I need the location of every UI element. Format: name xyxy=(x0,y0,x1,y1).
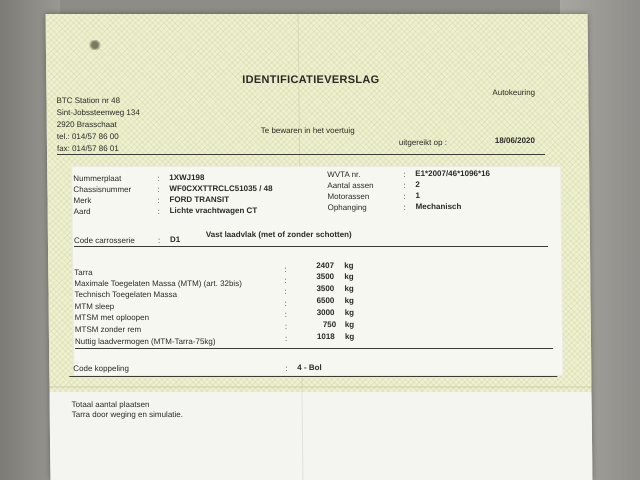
station-name: BTC Station nr 48 xyxy=(56,96,121,105)
mass-unit: kg xyxy=(344,296,354,305)
body-code-label: Code carrosserie xyxy=(73,236,135,245)
mass-label-tarra: Tarra xyxy=(74,268,93,277)
colon: : xyxy=(284,310,287,319)
mass-value-mtsm-brake: 3000 xyxy=(316,308,335,317)
make-value: FORD TRANSIT xyxy=(169,195,230,204)
fold-line-horizontal xyxy=(49,386,591,388)
stain-mark xyxy=(86,40,104,50)
plate-label: Nummerplaat xyxy=(73,174,122,183)
type-value: Lichte vrachtwagen CT xyxy=(169,206,258,215)
suspension-label: Ophanging xyxy=(327,203,367,212)
plate-value: 1XWJ198 xyxy=(169,173,205,182)
mass-unit: kg xyxy=(344,272,354,281)
make-label: Merk xyxy=(73,196,92,205)
identification-document xyxy=(46,14,593,480)
body-divider xyxy=(74,246,548,247)
coupling-value: 4 - Bol xyxy=(297,363,322,372)
tarra-note: Tarra door weging en simulatie. xyxy=(71,410,183,419)
mass-value-tarra: 2407 xyxy=(316,261,335,270)
axles-label: Aantal assen xyxy=(327,181,374,190)
body-code-value: D1 xyxy=(169,235,181,244)
mass-unit: kg xyxy=(344,261,354,270)
suspension-value: Mechanisch xyxy=(415,202,462,211)
mass-label-mtsm-no-brake: MTSM zonder rem xyxy=(74,325,142,334)
coupling-divider xyxy=(69,376,557,377)
header-divider xyxy=(57,154,545,155)
wvta-value: E1*2007/46*1096*16 xyxy=(415,169,491,178)
station-tel: tel.: 014/57 86 00 xyxy=(56,132,119,141)
colon: : xyxy=(403,192,406,201)
colon: : xyxy=(403,181,406,190)
mass-unit: kg xyxy=(344,284,354,293)
station-street: Sint-Jobssteenweg 134 xyxy=(56,108,140,117)
colon: : xyxy=(157,196,160,205)
document-subtitle: Autokeuring xyxy=(492,88,536,97)
mass-label-mtm: Maximale Toegelaten Massa (MTM) (art. 32bis) xyxy=(74,279,242,288)
colon: : xyxy=(284,334,288,343)
masses-divider xyxy=(75,348,553,349)
wvta-label: WVTA nr. xyxy=(327,170,361,179)
type-label: Aard xyxy=(73,207,91,216)
colon: : xyxy=(284,299,287,308)
mass-label-mtm-sleep: MTM sleep xyxy=(74,302,115,311)
mass-value-payload: 1018 xyxy=(316,332,335,341)
mass-value-mtm: 3500 xyxy=(316,272,335,281)
mass-unit: kg xyxy=(344,308,355,317)
issued-date: 18/06/2020 xyxy=(494,136,535,145)
motor-axles-label: Motorassen xyxy=(327,192,370,201)
chassis-value: WF0CXXTTRCLC51035 / 48 xyxy=(169,184,273,193)
mass-value-technical: 3500 xyxy=(316,284,335,293)
mass-label-payload: Nuttig laadvermogen (MTM-Tarra-75kg) xyxy=(74,337,216,346)
colon: : xyxy=(284,322,288,331)
colon: : xyxy=(403,203,406,212)
chassis-label: Chassisnummer xyxy=(73,185,132,194)
mass-unit: kg xyxy=(344,320,355,329)
motor-axles-value: 1 xyxy=(415,191,420,200)
colon: : xyxy=(284,276,287,285)
document-title: IDENTIFICATIEVERSLAG xyxy=(242,74,380,86)
body-description: Vast laadvlak (met of zonder schotten) xyxy=(205,230,352,239)
colon: : xyxy=(157,236,161,245)
colon: : xyxy=(157,207,160,216)
colon: : xyxy=(157,185,160,194)
issued-label: uitgereikt op : xyxy=(398,138,447,147)
colon: : xyxy=(285,364,288,373)
colon: : xyxy=(157,174,160,183)
station-city: 2920 Brasschaat xyxy=(56,120,117,129)
mass-unit: kg xyxy=(344,332,355,341)
colon: : xyxy=(284,265,287,274)
coupling-label: Code koppeling xyxy=(73,364,129,373)
mass-label-technical: Technisch Toegelaten Massa xyxy=(74,290,178,299)
seats-label: Totaal aantal plaatsen xyxy=(71,400,150,409)
mass-label-mtsm-brake: MTSM met oploopen xyxy=(74,313,150,322)
mass-value-mtsm-no-brake: 750 xyxy=(322,320,337,329)
keep-in-vehicle-note: Te bewaren in het voertuig xyxy=(260,126,355,135)
axles-value: 2 xyxy=(415,180,420,189)
colon: : xyxy=(284,287,287,296)
station-fax: fax: 014/57 86 01 xyxy=(56,144,119,153)
colon: : xyxy=(403,170,406,179)
mass-value-mtm-sleep: 6500 xyxy=(316,296,335,305)
